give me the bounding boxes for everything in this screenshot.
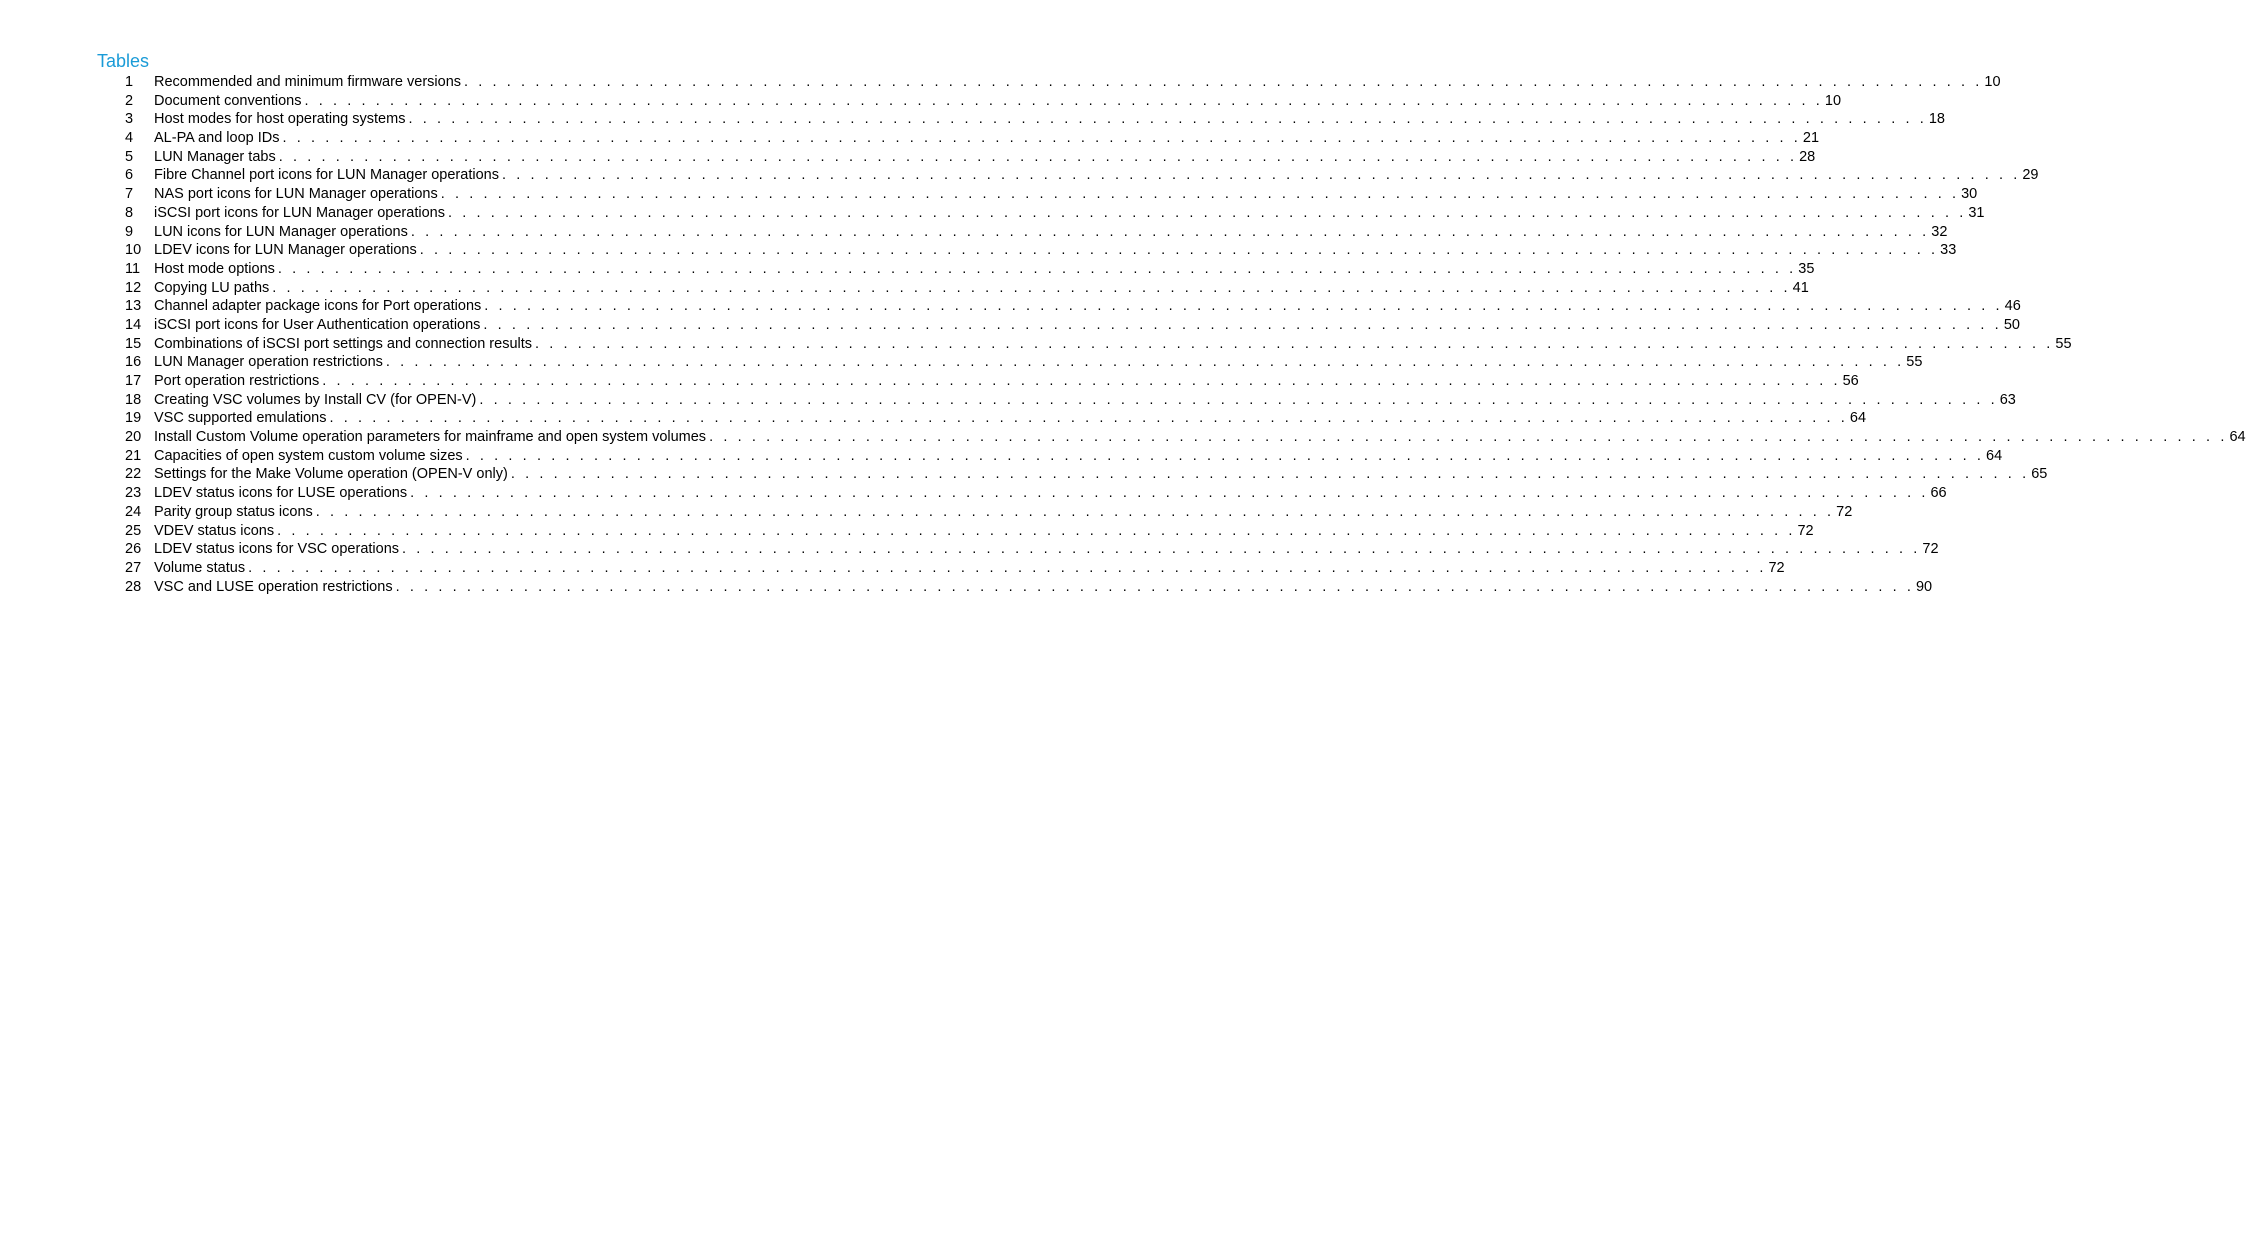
toc-entry[interactable] [125, 372, 1859, 391]
toc-dot-leader: . . . . . . . . . . . . . . . . . . . . . . . . . . . . . . . . . . . . . . . . . . . . . . . . . . . . . . . . . . . . . . . . . . . . . . . . . . . . . . . . . . . . . . . . . . . . . . . . . . . . . . . . . . . [464, 74, 1983, 90]
toc-entry-page-number[interactable]: 90 [1915, 578, 1933, 595]
toc-entry[interactable] [125, 223, 1948, 242]
toc-entry[interactable] [125, 129, 1820, 148]
toc-entry-title[interactable]: Combinations of iSCSI port settings and connection results [154, 335, 533, 352]
toc-dot-leader: . . . . . . . . . . . . . . . . . . . . . . . . . . . . . . . . . . . . . . . . . . . . . . . . . . . . . . . . . . . . . . . . . . . . . . . . . . . . . . . . . . . . . . . . . . . . . . . . . . . . . . . . . . . [277, 260, 1797, 277]
toc-entry[interactable] [125, 204, 1985, 223]
toc-dot-leader: . . . . . . . . . . . . . . . . . . . . . . . . . . . . . . . . . . . . . . . . . . . . . . . . . . . . . . . . . . . . . . . . . . . . . . . . . . . . . . . . . . . . . . . . . . . . . . . . . . . . . . . . . . . [385, 354, 1905, 371]
toc-entry-page-number[interactable]: 28 [1799, 148, 1816, 165]
toc-entry[interactable] [125, 465, 2048, 484]
tables-list [125, 73, 2246, 596]
toc-entry-number: 24 [125, 503, 142, 520]
toc-entry-page-number[interactable]: 21 [1802, 130, 1820, 147]
toc-entry-page-number[interactable]: 29 [2022, 167, 2039, 184]
toc-entry-page-number[interactable]: 30 [1961, 186, 1978, 203]
toc-dot-leader: . . . . . . . . . . . . . . . . . . . . . . . . . . . . . . . . . . . . . . . . . . . . . . . . . . . . . . . . . . . . . . . . . . . . . . . . . . . . . . . . . . . . . . . . . . . . . . . . . . . . . . . . . . . [322, 373, 1841, 389]
toc-entry-number: 5 [125, 148, 134, 165]
toc-entry-page-number[interactable]: 31 [1968, 204, 1985, 221]
toc-entry-page-number[interactable]: 66 [1930, 485, 1947, 502]
toc-entry-title[interactable]: Host modes for host operating systems [154, 111, 406, 128]
toc-entry-page-number[interactable]: 18 [1928, 111, 1945, 128]
toc-entry-title[interactable]: iSCSI port icons for User Authentication operations [154, 316, 481, 333]
toc-entry-title[interactable]: VDEV status icons [154, 522, 275, 539]
toc-dot-leader: . . . . . . . . . . . . . . . . . . . . . . . . . . . . . . . . . . . . . . . . . . . . . . . . . . . . . . . . . . . . . . . . . . . . . . . . . . . . . . . . . . . . . . . . . . . . . . . . . . . . . . . . . . . [410, 485, 1929, 502]
toc-dot-leader: . . . . . . . . . . . . . . . . . . . . . . . . . . . . . . . . . . . . . . . . . . . . . . . . . . . . . . . . . . . . . . . . . . . . . . . . . . . . . . . . . . . . . . . . . . . . . . . . . . . . . . . . . . . [248, 559, 1767, 576]
toc-entry-title[interactable]: iSCSI port icons for LUN Manager operations [154, 204, 445, 221]
toc-entry[interactable] [125, 391, 2016, 410]
toc-entry-title[interactable]: Copying LU paths [154, 279, 270, 296]
toc-dot-leader: . . . . . . . . . . . . . . . . . . . . . . . . . . . . . . . . . . . . . . . . . . . . . . . . . . . . . . . . . . . . . . . . . . . . . . . . . . . . . . . . . . . . . . . . . . . . . . . . . . . . . . . . . . . [501, 167, 2021, 184]
toc-entry[interactable] [125, 540, 1939, 559]
toc-entry-title[interactable]: LUN Manager operation restrictions [154, 354, 383, 371]
toc-dot-leader: . . . . . . . . . . . . . . . . . . . . . . . . . . . . . . . . . . . . . . . . . . . . . . . . . . . . . . . . . . . . . . . . . . . . . . . . . . . . . . . . . . . . . . . . . . . . . . . . . . . . . . . . . . . [709, 429, 2228, 446]
toc-entry-number: 15 [125, 335, 142, 352]
toc-dot-leader: . . . . . . . . . . . . . . . . . . . . . . . . . . . . . . . . . . . . . . . . . . . . . . . . . . . . . . . . . . . . . . . . . . . . . . . . . . . . . . . . . . . . . . . . . . . . . . . . . . . . . . . . . . . [278, 148, 1798, 165]
toc-entry-title[interactable]: Parity group status icons [154, 503, 313, 520]
toc-entry-page-number[interactable]: 55 [1906, 354, 1923, 371]
toc-entry-number: 10 [125, 242, 142, 259]
toc-entry-title[interactable]: Port operation restrictions [154, 373, 320, 389]
toc-entry[interactable] [125, 353, 1923, 372]
toc-entry-number: 11 [125, 260, 141, 277]
toc-entry-page-number[interactable]: 10 [1824, 92, 1842, 109]
toc-dot-leader: . . . . . . . . . . . . . . . . . . . . . . . . . . . . . . . . . . . . . . . . . . . . . . . . . . . . . . . . . . . . . . . . . . . . . . . . . . . . . . . . . . . . . . . . . . . . . . . . . . . . . . . . . . . [408, 111, 1927, 128]
toc-entry-page-number[interactable]: 33 [1940, 242, 1957, 259]
toc-entry-page-number[interactable]: 72 [1768, 559, 1785, 576]
toc-entry-page-number[interactable]: 64 [2229, 429, 2246, 446]
toc-entry-title[interactable]: LDEV icons for LUN Manager operations [154, 242, 417, 259]
toc-entry[interactable] [125, 279, 1809, 298]
toc-entry-number: 18 [125, 391, 142, 408]
toc-dot-leader: . . . . . . . . . . . . . . . . . . . . . . . . . . . . . . . . . . . . . . . . . . . . . . . . . . . . . . . . . . . . . . . . . . . . . . . . . . . . . . . . . . . . . . . . . . . . . . . . . . . . . . . . . . . [510, 466, 2030, 483]
toc-entry-number: 2 [125, 92, 134, 109]
toc-dot-leader: . . . . . . . . . . . . . . . . . . . . . . . . . . . . . . . . . . . . . . . . . . . . . . . . . . . . . . . . . . . . . . . . . . . . . . . . . . . . . . . . . . . . . . . . . . . . . . . . . . . . . . . . . . . [315, 503, 1835, 520]
toc-entry[interactable] [125, 578, 1933, 597]
toc-dot-leader: . . . . . . . . . . . . . . . . . . . . . . . . . . . . . . . . . . . . . . . . . . . . . . . . . . . . . . . . . . . . . . . . . . . . . . . . . . . . . . . . . . . . . . . . . . . . . . . . . . . . . . . . . . . [483, 316, 2002, 333]
toc-entry-title[interactable]: Channel adapter package icons for Port operations [154, 298, 482, 315]
toc-entry-title[interactable]: Settings for the Make Volume operation (OPEN-V only) [154, 466, 508, 483]
toc-entry-page-number[interactable]: 56 [1842, 373, 1859, 389]
toc-entry-title[interactable]: LUN icons for LUN Manager operations [154, 223, 408, 240]
toc-entry-number: 26 [125, 541, 142, 558]
toc-entry-page-number[interactable]: 65 [2031, 466, 2048, 483]
toc-dot-leader: . . . . . . . . . . . . . . . . . . . . . . . . . . . . . . . . . . . . . . . . . . . . . . . . . . . . . . . . . . . . . . . . . . . . . . . . . . . . . . . . . . . . . . . . . . . . . . . . . . . . . . . . . . . [402, 541, 1921, 558]
toc-entry-number: 3 [125, 111, 134, 128]
toc-entry-title[interactable]: AL-PA and loop IDs [154, 130, 280, 147]
toc-entry-number: 9 [125, 223, 134, 240]
toc-entry-page-number[interactable]: 35 [1798, 260, 1815, 277]
toc-entry-page-number[interactable]: 63 [1999, 391, 2016, 408]
toc-entry-title[interactable]: Fibre Channel port icons for LUN Manager operations [154, 167, 499, 184]
toc-entry-title[interactable]: NAS port icons for LUN Manager operations [154, 186, 438, 203]
toc-dot-leader: . . . . . . . . . . . . . . . . . . . . . . . . . . . . . . . . . . . . . . . . . . . . . . . . . . . . . . . . . . . . . . . . . . . . . . . . . . . . . . . . . . . . . . . . . . . . . . . . . . . . . . . . . . . [410, 223, 1930, 240]
toc-entry-number: 1 [125, 74, 134, 90]
toc-dot-leader: . . . . . . . . . . . . . . . . . . . . . . . . . . . . . . . . . . . . . . . . . . . . . . . . . . . . . . . . . . . . . . . . . . . . . . . . . . . . . . . . . . . . . . . . . . . . . . . . . . . . . . . . . . . [440, 186, 1960, 203]
toc-dot-leader: . . . . . . . . . . . . . . . . . . . . . . . . . . . . . . . . . . . . . . . . . . . . . . . . . . . . . . . . . . . . . . . . . . . . . . . . . . . . . . . . . . . . . . . . . . . . . . . . . . . . . . . . . . . [395, 578, 1914, 595]
toc-entry[interactable] [125, 522, 1814, 541]
toc-entry[interactable] [125, 503, 1853, 522]
toc-entry-title[interactable]: Document conventions [154, 92, 302, 109]
toc-entry[interactable] [125, 241, 1957, 260]
toc-dot-leader: . . . . . . . . . . . . . . . . . . . . . . . . . . . . . . . . . . . . . . . . . . . . . . . . . . . . . . . . . . . . . . . . . . . . . . . . . . . . . . . . . . . . . . . . . . . . . . . . . . . . . . . . . . . [282, 130, 1801, 147]
toc-entry-number: 21 [125, 447, 142, 464]
toc-entry-title[interactable]: LDEV status icons for VSC operations [154, 541, 400, 558]
toc-entry-title[interactable]: VSC and LUSE operation restrictions [154, 578, 393, 595]
toc-entry-number: 12 [125, 279, 142, 296]
toc-entry-title[interactable]: Capacities of open system custom volume sizes [154, 447, 463, 464]
toc-entry-number: 23 [125, 485, 142, 502]
toc-entry[interactable] [125, 110, 1945, 129]
toc-entry-number: 13 [125, 298, 142, 315]
toc-entry-page-number[interactable]: 10 [1984, 74, 2001, 90]
toc-entry-page-number[interactable]: 41 [1792, 279, 1809, 296]
toc-entry-page-number[interactable]: 55 [2055, 335, 2072, 352]
toc-entry[interactable] [125, 409, 1867, 428]
toc-entry-title[interactable]: LUN Manager tabs [154, 148, 276, 165]
toc-entry[interactable] [125, 316, 2020, 335]
toc-entry-page-number[interactable]: 50 [2003, 316, 2020, 333]
toc-entry-number: 7 [125, 186, 134, 203]
toc-entry-number: 16 [125, 354, 142, 371]
toc-entry-number: 19 [125, 410, 142, 427]
toc-dot-leader: . . . . . . . . . . . . . . . . . . . . . . . . . . . . . . . . . . . . . . . . . . . . . . . . . . . . . . . . . . . . . . . . . . . . . . . . . . . . . . . . . . . . . . . . . . . . . . . . . . . . . . . . . . . [329, 410, 1848, 427]
toc-entry-title[interactable]: Volume status [154, 559, 246, 576]
toc-dot-leader: . . . . . . . . . . . . . . . . . . . . . . . . . . . . . . . . . . . . . . . . . . . . . . . . . . . . . . . . . . . . . . . . . . . . . . . . . . . . . . . . . . . . . . . . . . . . . . . . . . . . . . . . . . . [277, 522, 1796, 539]
toc-dot-leader: . . . . . . . . . . . . . . . . . . . . . . . . . . . . . . . . . . . . . . . . . . . . . . . . . . . . . . . . . . . . . . . . . . . . . . . . . . . . . . . . . . . . . . . . . . . . . . . . . . . . . . . . . . . [272, 279, 1791, 296]
toc-entry-page-number[interactable]: 64 [1986, 447, 2003, 464]
toc-entry-page-number[interactable]: 64 [1849, 410, 1867, 427]
toc-entry[interactable] [125, 335, 2072, 354]
toc-entry-page-number[interactable]: 72 [1797, 522, 1814, 539]
toc-entry-title[interactable]: Host mode options [154, 260, 275, 277]
toc-entry-title[interactable]: LDEV status icons for LUSE operations [154, 485, 408, 502]
toc-entry-title[interactable]: Creating VSC volumes by Install CV (for OPEN-V) [154, 391, 477, 408]
toc-entry[interactable] [125, 185, 1978, 204]
toc-dot-leader: . . . . . . . . . . . . . . . . . . . . . . . . . . . . . . . . . . . . . . . . . . . . . . . . . . . . . . . . . . . . . . . . . . . . . . . . . . . . . . . . . . . . . . . . . . . . . . . . . . . . . . . . . . . [535, 335, 2054, 352]
toc-entry-number: 4 [125, 130, 134, 147]
toc-entry[interactable] [125, 428, 2246, 447]
toc-entry[interactable] [125, 148, 1816, 167]
toc-dot-leader: . . . . . . . . . . . . . . . . . . . . . . . . . . . . . . . . . . . . . . . . . . . . . . . . . . . . . . . . . . . . . . . . . . . . . . . . . . . . . . . . . . . . . . . . . . . . . . . . . . . . . . . . . . . [447, 204, 1967, 221]
toc-entry[interactable] [125, 73, 2001, 92]
toc-entry-title[interactable]: VSC supported emulations [154, 410, 327, 427]
toc-entry-page-number[interactable]: 46 [2004, 298, 2021, 315]
toc-dot-leader: . . . . . . . . . . . . . . . . . . . . . . . . . . . . . . . . . . . . . . . . . . . . . . . . . . . . . . . . . . . . . . . . . . . . . . . . . . . . . . . . . . . . . . . . . . . . . . . . . . . . . . . . . . . [419, 242, 1939, 259]
toc-entry-title[interactable]: Recommended and minimum firmware versions [154, 74, 462, 90]
toc-entry-number: 28 [125, 578, 142, 595]
toc-dot-leader: . . . . . . . . . . . . . . . . . . . . . . . . . . . . . . . . . . . . . . . . . . . . . . . . . . . . . . . . . . . . . . . . . . . . . . . . . . . . . . . . . . . . . . . . . . . . . . . . . . . . . . . . . . . [484, 298, 2003, 315]
toc-entry-page-number[interactable]: 72 [1836, 503, 1853, 520]
toc-entry[interactable] [125, 260, 1815, 279]
section-heading: Tables [97, 51, 150, 71]
toc-entry[interactable] [125, 559, 1785, 578]
toc-dot-leader: . . . . . . . . . . . . . . . . . . . . . . . . . . . . . . . . . . . . . . . . . . . . . . . . . . . . . . . . . . . . . . . . . . . . . . . . . . . . . . . . . . . . . . . . . . . . . . . . . . . . . . . . . . . [479, 391, 1998, 408]
toc-entry[interactable] [125, 92, 1842, 111]
toc-entry-number: 8 [125, 204, 134, 221]
toc-entry[interactable] [125, 484, 1947, 503]
toc-entry-title[interactable]: Install Custom Volume operation parameters for mainframe and open system volumes [154, 429, 707, 446]
toc-dot-leader: . . . . . . . . . . . . . . . . . . . . . . . . . . . . . . . . . . . . . . . . . . . . . . . . . . . . . . . . . . . . . . . . . . . . . . . . . . . . . . . . . . . . . . . . . . . . . . . . . . . . . . . . . . . [304, 92, 1823, 109]
toc-entry[interactable] [125, 447, 2003, 466]
toc-entry-number: 20 [125, 429, 142, 446]
toc-entry[interactable] [125, 297, 2021, 316]
toc-entry-number: 25 [125, 522, 142, 539]
toc-entry-number: 22 [125, 466, 142, 483]
toc-entry-page-number[interactable]: 32 [1931, 223, 1948, 240]
toc-entry[interactable] [125, 166, 2039, 185]
toc-entry-number: 17 [125, 373, 142, 389]
toc-entry-number: 6 [125, 167, 134, 184]
toc-entry-page-number[interactable]: 72 [1922, 541, 1939, 558]
toc-entry-number: 14 [125, 316, 142, 333]
toc-entry-number: 27 [125, 559, 142, 576]
toc-dot-leader: . . . . . . . . . . . . . . . . . . . . . . . . . . . . . . . . . . . . . . . . . . . . . . . . . . . . . . . . . . . . . . . . . . . . . . . . . . . . . . . . . . . . . . . . . . . . . . . . . . . . . . . . . . . [465, 447, 1985, 464]
